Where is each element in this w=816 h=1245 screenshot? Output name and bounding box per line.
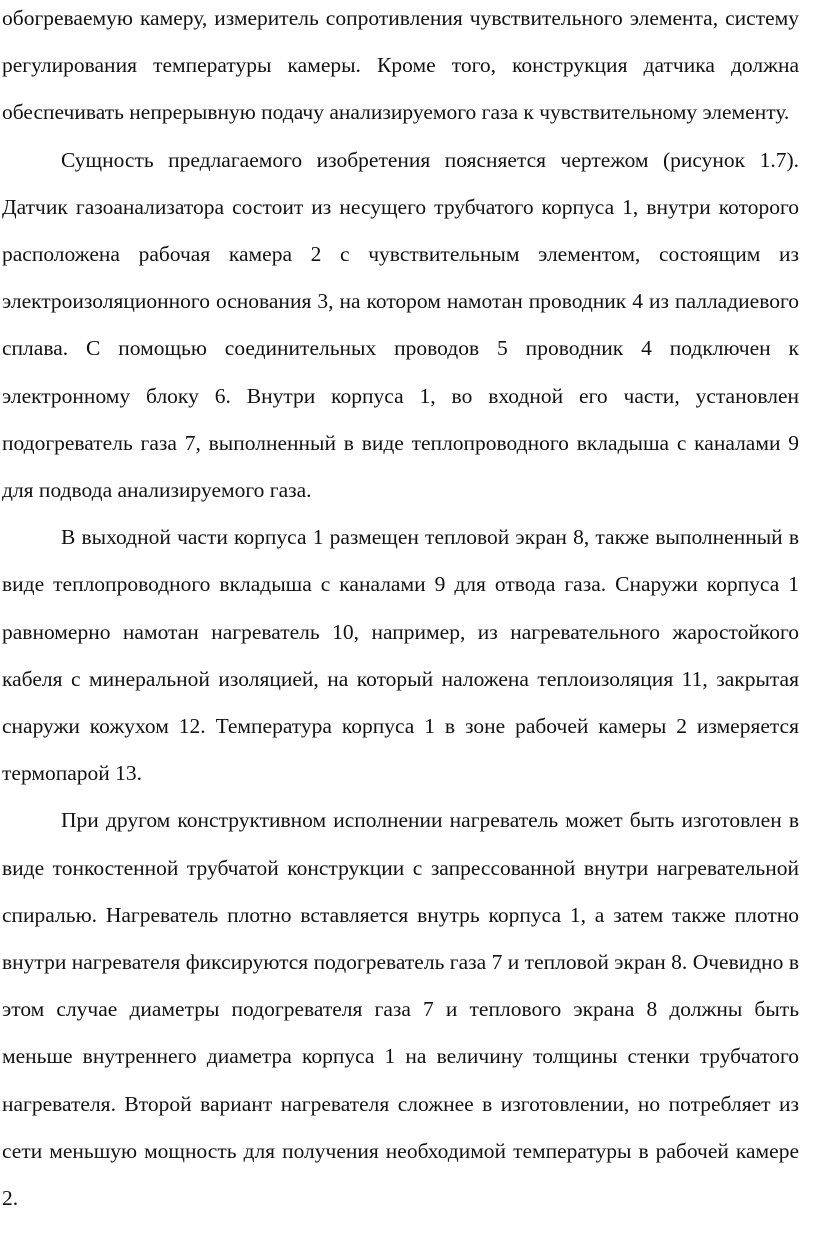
paragraph-1: обогреваемую камеру, измеритель сопротивления чувствительного элемента, систему регулирования температуры камеры. Кроме того, конструкция датчика должна обеспечивать непрерывную подачу анализируемого газа к чувствительному элементу. xyxy=(2,6,799,125)
paragraph-3: В выходной части корпуса 1 размещен тепловой экран 8, также выполненный в виде теплопроводного вкладыша с каналами 9 для отвода газа. Снаружи корпуса 1 равномерно намотан нагреватель 10, например, из нагревательного жаростойкого кабеля с минеральной изоляцией, на который наложена теплоизоляция 11, закрытая снаружи кожухом 12. Температура корпуса 1 в зоне рабочей камеры 2 измеряется термопарой 13. xyxy=(2,525,799,786)
document-page xyxy=(2,0,799,1222)
paragraph-2: Сущность предлагаемого изобретения поясняется чертежом (рисунок 1.7). Датчик газоанализатора состоит из несущего трубчатого корпуса 1, внутри которого расположена рабочая камера 2 с чувствительным элементом, состоящим из электроизоляционного основания 3, на котором намотан проводник 4 из палладиевого сплава. С помощью соединительных проводов 5 проводник 4 подключен к электронному блоку 6. Внутри корпуса 1, во входной его части, установлен подогреватель газа 7, выполненный в виде теплопроводного вкладыша с каналами 9 для подвода анализируемого газа. xyxy=(2,147,799,503)
paragraph-4: При другом конструктивном исполнении нагреватель может быть изготовлен в виде тонкостенной трубчатой конструкции с запрессованной внутри нагревательной спиралью. Нагреватель плотно вставляется внутрь корпуса 1, а затем также плотно внутри нагревателя фиксируются подогреватель газа 7 и тепловой экран 8. Очевидно в этом случае диаметры подогревателя газа 7 и теплового экрана 8 должны быть меньше внутреннего диаметра корпуса 1 на величину толщины стенки трубчатого нагревателя. Второй вариант нагревателя сложнее в изготовлении, но потребляет из сети меньшую мощность для получения необходимой температуры в рабочей камере 2. xyxy=(2,808,799,1211)
